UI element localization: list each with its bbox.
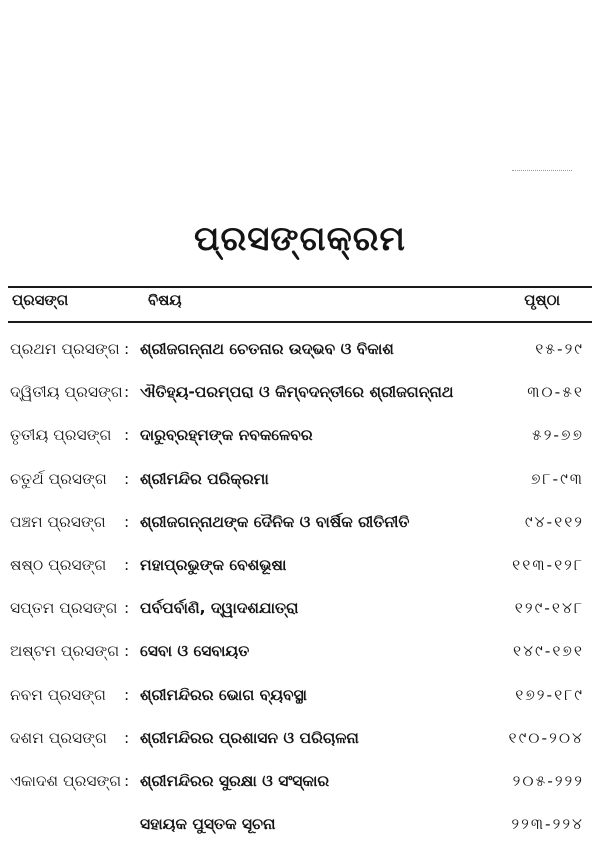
contents-row-2	[0, 379, 600, 422]
contents-row-5	[0, 509, 600, 552]
separator: :	[124, 555, 130, 574]
contents-row-4	[0, 466, 600, 509]
chapter-number: ନବମ ପ୍ରସଙ୍ଗ	[10, 685, 106, 704]
separator: :	[124, 469, 130, 488]
chapter-subject: ମହାପ୍ରଭୁଙ୍କ ବେଶଭୂଷା	[140, 555, 287, 574]
chapter-subject: ଶ୍ରୀମନ୍ଦିରର ଭୋଗ ବ୍ୟବସ୍ଥା	[140, 685, 307, 704]
separator: :	[124, 642, 130, 661]
page-range: ୧୨୯-୧୪୮	[514, 599, 584, 618]
chapter-subject: ଦାରୁବ୍ରହ୍ମଙ୍କ ନବକଳେବର	[140, 426, 313, 445]
page-range: ୫୨-୭୭	[532, 426, 584, 445]
chapter-number: ପ୍ରଥମ ପ୍ରସଙ୍ଗ	[10, 340, 120, 358]
chapter-number: ଅଷ୍ଟମ ପ୍ରସଙ୍ଗ	[10, 642, 120, 661]
separator: :	[124, 512, 130, 531]
chapter-number: ଦ୍ୱିତୀୟ ପ୍ରସଙ୍ଗ	[10, 383, 123, 402]
separator: :	[124, 771, 130, 790]
chapter-subject: ସହାୟକ ପୁସ୍ତକ ସୂଚନା	[140, 815, 276, 834]
page-range: ୯୪-୧୧୨	[524, 512, 584, 531]
page-range: ୨୦୫-୨୨୨	[512, 771, 584, 790]
page-range: ୧୧୩-୧୨୮	[512, 555, 584, 574]
contents-row-6	[0, 552, 600, 595]
chapter-number: ପଞ୍ଚମ ପ୍ରସଙ୍ଗ	[10, 512, 106, 531]
chapter-subject: ଶ୍ରୀମନ୍ଦିର ପରିକ୍ରମା	[140, 469, 269, 488]
chapter-subject: ଶ୍ରୀମନ୍ଦିରର ପ୍ରଶାସନ ଓ ପରିଚାଳନା	[140, 728, 359, 747]
contents-row-1	[0, 336, 600, 379]
page-title: ପ୍ରସଙ୍ଗକ୍ରମ	[194, 218, 406, 259]
page-range: ୧୫-୨୯	[535, 340, 584, 358]
chapter-subject: ଶ୍ରୀମନ୍ଦିରର ସୁରକ୍ଷା ଓ ସଂସ୍କାର	[140, 771, 330, 790]
chapter-number: ତୃତୀୟ ପ୍ରସଙ୍ଗ	[10, 426, 112, 445]
chapter-number: ସପ୍ତମ ପ୍ରସଙ୍ଗ	[10, 599, 118, 618]
contents-row-8	[0, 638, 600, 681]
contents-row-10	[0, 725, 600, 768]
header-top-rule	[8, 286, 592, 288]
chapter-subject: ପର୍ବପର୍ବାଣି, ଦ୍ୱାଦଶଯାତ୍ରା	[140, 599, 299, 618]
scan-speck	[512, 170, 572, 175]
page-range: ୩୦-୫୧	[527, 383, 584, 402]
page-range: ୨୨୩-୨୨୪	[511, 815, 584, 834]
contents-row-7	[0, 595, 600, 638]
chapter-number: ଦଶମ ପ୍ରସଙ୍ଗ	[10, 728, 107, 747]
header-bottom-rule	[8, 321, 592, 323]
chapter-number: ଏକାଦଶ ପ୍ରସଙ୍ଗ	[10, 771, 122, 790]
contents-row-9	[0, 682, 600, 725]
page-range: ୧୪୯-୧୭୧	[513, 642, 584, 661]
chapter-subject: ଶ୍ରୀଜଗନ୍ନାଥ ଚେତନାର ଉଦ୍ଭବ ଓ ବିକାଶ	[140, 340, 394, 358]
page-range: ୭୮-୯୩	[530, 469, 584, 488]
chapter-subject: ସେବା ଓ ସେବାୟତ	[140, 642, 250, 661]
separator: :	[124, 340, 130, 358]
separator: :	[124, 383, 130, 402]
header-prasanga: ପ୍ରସଙ୍ଗ	[12, 291, 69, 309]
contents-list	[0, 336, 600, 854]
chapter-number: ଷଷ୍ଠ ପ୍ରସଙ୍ଗ	[10, 555, 107, 574]
separator: :	[124, 426, 130, 445]
header-bisaya: ବିଷୟ	[148, 291, 182, 309]
separator: :	[124, 728, 130, 747]
chapter-subject: ଶ୍ରୀଜଗନ୍ନାଥଙ୍କ ଦୈନିକ ଓ ବାର୍ଷିକ ରୀତିନୀତି	[140, 512, 410, 531]
page-range: ୧୭୨-୧୮୯	[515, 685, 584, 704]
page-range: ୧୯୦-୨୦୪	[508, 728, 584, 747]
contents-row-bibliography	[0, 811, 600, 854]
contents-row-3	[0, 422, 600, 465]
chapter-number: ଚତୁର୍ଥ ପ୍ରସଙ୍ଗ	[10, 469, 107, 488]
separator: :	[124, 599, 130, 618]
separator: :	[124, 685, 130, 704]
contents-row-11	[0, 768, 600, 811]
header-pages: ପୃଷ୍ଠା	[524, 291, 560, 309]
chapter-subject: ଐତିହ୍ୟ-ପରମ୍ପରା ଓ କିମ୍ବଦନ୍ତୀରେ ଶ୍ରୀଜଗନ୍ନାଥ	[140, 383, 454, 402]
